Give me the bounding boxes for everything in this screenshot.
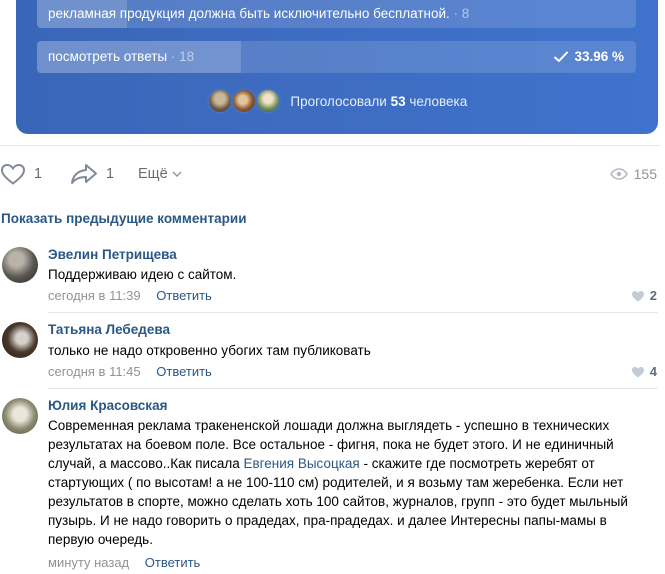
poll-voters[interactable] [16,88,658,116]
comment-like-button[interactable] [631,364,657,379]
checkmark-icon [554,51,568,63]
comment-text-part: Современная реклама тракененской лошади должна выглядеть - успешно в технических результатах на боевом поле. Все остальное - фигня, пока не будет этого. И не единичный случай, а массово..Как писала [48,418,614,471]
more-label: Ещё [138,166,168,182]
heart-icon [0,162,26,186]
share-button[interactable] [70,158,114,190]
divider [0,145,660,146]
comment-text: Поддерживаю идею с сайтом. [48,267,237,282]
avatar [255,88,281,114]
heart-icon [631,290,645,302]
like-button[interactable] [0,158,42,190]
post-actions [0,158,665,190]
avatar[interactable] [2,398,38,434]
comment-text [48,416,654,549]
views-counter [610,158,657,190]
voters-suffix: человека [409,93,468,109]
reply-button[interactable]: Ответить [156,288,212,303]
comment-time[interactable]: сегодня в 11:45 [48,364,141,379]
poll-option-1[interactable] [37,0,636,28]
comment-like-button[interactable] [631,288,657,303]
share-icon [70,162,98,186]
comment-time[interactable]: сегодня в 11:39 [48,288,141,303]
comment-like-count: 4 [649,364,657,379]
comment-text: только не надо откровенно убогих там публиковать [48,343,371,358]
comment-like-count: 2 [649,288,657,303]
poll-option-2[interactable] [37,41,636,73]
share-count: 1 [106,166,115,182]
comment-author[interactable]: Юлия Красовская [48,398,168,413]
poll-option-2-text: посмотреть ответы [48,49,168,64]
divider [48,388,658,389]
reply-button[interactable]: Ответить [144,555,201,570]
reply-button[interactable]: Ответить [156,364,212,379]
divider [48,312,658,313]
avatar[interactable] [2,247,38,283]
comment-time[interactable]: минуту назад [48,555,130,570]
avatar[interactable] [2,322,38,358]
comment-text-part: - скажите где посмотреть жеребят от стартующих ( по высотам! а не 100-110 см) родителей, и я возьму там жеребенка. Если нет результатов в спорте, можно сделать хоть 100 сайтов, журналов, групп - это будет мыльный пузырь. И не надо говорить о прадедах, пра-прадедах. и далее Интересны папы-мамы в первую очередь. [48,456,628,547]
poll-option-1-count: · 8 [453,6,470,21]
comment-author[interactable]: Татьяна Лебедева [48,322,170,337]
more-button[interactable] [138,158,182,190]
voters-count: 53 [390,93,406,109]
poll-option-2-percent: 33.96 % [574,49,624,64]
comment-author[interactable]: Эвелин Петрищева [48,247,177,262]
poll-option-2-count: · 18 [170,49,195,64]
avatar [231,88,257,114]
voters-prefix: Проголосовали [290,93,387,109]
eye-icon [610,168,628,180]
heart-icon [631,366,645,378]
poll-option-1-text: рекламная продукция должна быть исключительно бесплатной. [48,6,450,21]
voter-avatars [207,88,281,114]
chevron-down-icon [172,171,182,177]
like-count: 1 [34,166,43,182]
mention-link[interactable]: Евгения Высоцкая [243,456,360,471]
poll-card [16,0,658,134]
views-count: 155 [633,166,657,182]
avatar [207,88,233,114]
show-previous-comments-link[interactable]: Показать предыдущие комментарии [1,211,247,226]
